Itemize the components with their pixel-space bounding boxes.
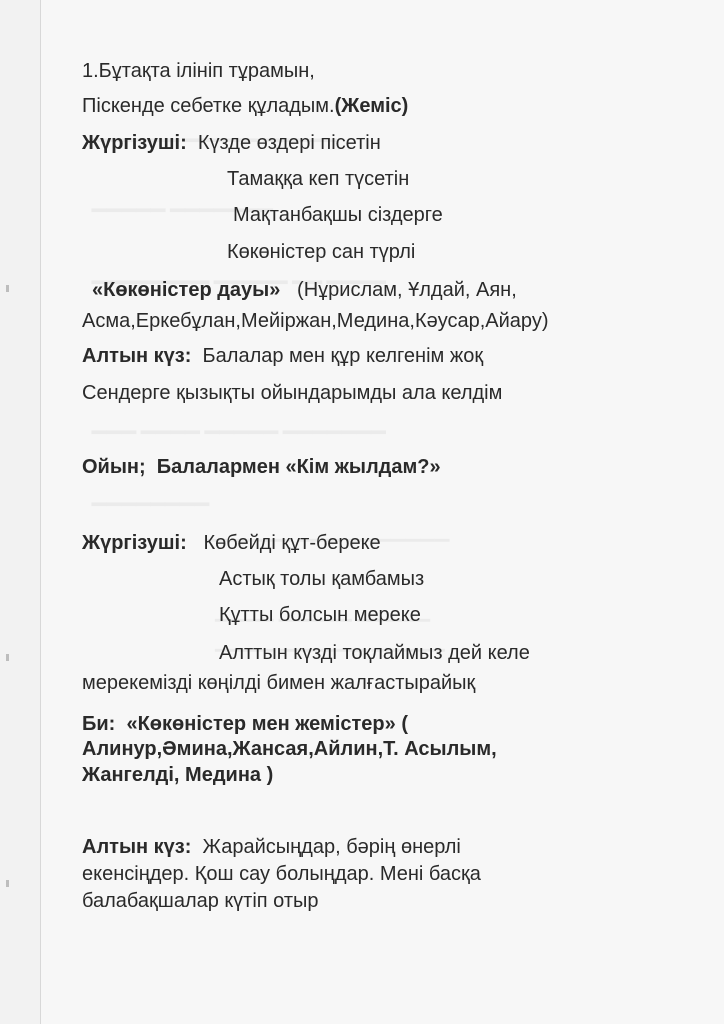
scan-speck [6,880,9,887]
dance-label: Би: [82,713,116,735]
skit-cast-1: (Нұрислам, Ұлдай, Аян, [297,279,517,301]
verse2-line-1 [82,531,381,555]
dance-title: «Көкөністер мен жемістер» ( [126,713,408,735]
autumn2-line-2: екенсіңдер. Қош сау болыңдар. Мені басқа [82,863,481,885]
verse2-line-3: Құтты болсын мереке [219,604,421,626]
dance-cast-2: Жангелді, Медина ) [82,764,274,786]
game-line [82,455,441,479]
skit-title: «Көкөністер дауы» [92,279,281,301]
game-label: Ойын; [82,456,146,478]
verse2-line-4: Алттын күзді тоқлаймыз дей келе [219,642,530,664]
scan-speck [6,285,9,292]
speaker-label: Алтын күз: [82,345,192,367]
riddle-line-1: 1.Бұтақта ілініп тұрамын, [82,60,315,82]
verse1-line-3: Мақтанбақшы сіздерге [233,204,443,226]
skit-title-line [92,278,517,302]
autumn2-line-1 [82,835,461,859]
verse1-line-2: Тамаққа кеп түсетін [227,168,410,190]
skit-cast-2: Асма,Еркебұлан,Мейіржан,Медина,Кәусар,Айару) [82,310,549,332]
speaker-label: Жүргізуші: [82,532,187,554]
speaker-label: Жүргізуші: [82,132,187,154]
autumn2-text-1: Жарайсыңдар, бәрің өнерлі [202,836,461,858]
game-title: Балалармен «Кім жылдам?» [156,456,441,478]
autumn1-line-2: Сендерге қызықты ойындарымды ала келдім [82,382,503,404]
riddle-line-2-text: Піскенде себетке құладым. [82,95,335,117]
dance-cast-1: Алинур,Әмина,Жансая,Айлин,Т. Асылым, [82,738,497,760]
speaker-label: Алтын күз: [82,836,192,858]
autumn1-line-1 [82,344,483,368]
dance-title-line [82,712,408,736]
verse1-line-4: Көкөністер сан түрлі [227,241,416,263]
riddle-answer: (Жеміс) [334,95,409,117]
scan-speck [6,654,9,661]
autumn1-text-1: Балалар мен құр келгенім жоқ [202,345,484,367]
riddle-line-2 [82,94,408,118]
verse1-line-1 [82,131,381,155]
verse2-line-2: Астық толы қамбамыз [219,568,425,590]
verse1-text-1: Күзде өздері пісетін [197,132,381,154]
verse2-text-1: Көбейді құт-береке [203,532,381,554]
verse2-line-5: мерекемізді көңілді бимен жалғастырайық [82,672,476,694]
autumn2-line-3: балабақшалар күтіп отыр [82,890,319,912]
